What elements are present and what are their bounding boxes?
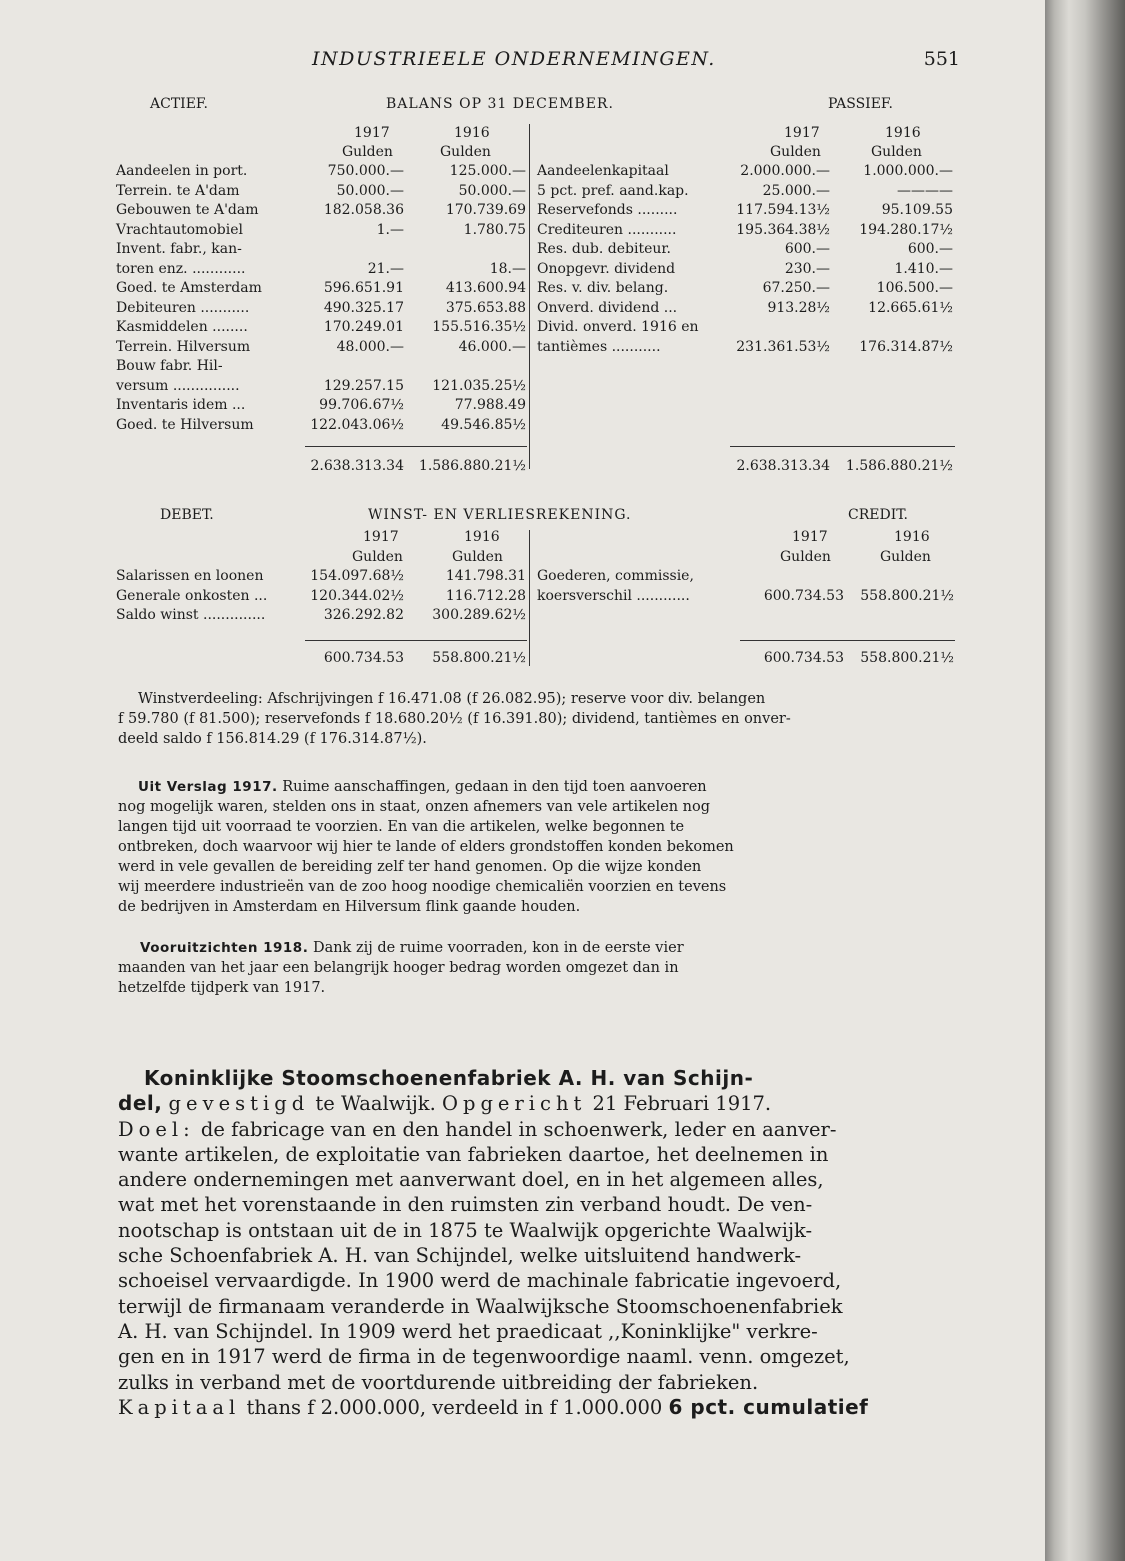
row-value-1916: 155.516.35½ [432,319,526,335]
row-value-1917: 1.— [376,221,404,238]
row-label: Reservefonds ......... [537,202,678,218]
row-value-1916: 50.000.— [458,182,526,199]
row-value-1917: 750.000.— [327,163,404,179]
text-line: zulks in verband met de voortdurende uitbreiding der fabrieken. [118,1370,759,1394]
row-label: toren enz. ............ [116,260,246,277]
text-line: nog mogelijk waren, stelden ons in staat, onzen afnemers van vele artikelen nog [118,799,710,815]
credit-label: CREDIT. [848,507,908,523]
row-value-1917: 25.000.— [762,182,830,199]
row-label: Saldo winst .............. [116,607,266,623]
row-value-1917: 231.361.53½ [736,338,830,355]
text-line: langen tijd uit voorraad te voorzien. En van die artikelen, welke begonnen te [118,819,685,835]
gevestigd-label: gevestigd [168,1092,310,1116]
vooruitzichten-paragraph [118,938,684,998]
running-title: INDUSTRIEELE ONDERNEMINGEN. [312,48,716,70]
row-label: Terrein. te A'dam [116,182,240,199]
row-label: versum ............... [116,377,240,394]
row-value-1916: ———— [897,182,953,199]
text-line: 21 Februari 1917. [586,1092,772,1116]
row-label: Onverd. dividend ... [537,299,678,316]
row-value-1916: 95.109.55 [881,202,953,218]
row-value-1916: 116.712.28 [445,587,526,604]
row-value-1917: 182.058.36 [323,202,404,218]
col-unit: Gulden [880,549,931,565]
row-value-1916: 1.000.000.— [863,163,953,179]
cumulatief-text: 6 pct. cumulatief [668,1394,869,1419]
winst-title: WINST- EN VERLIESREKENING. [368,507,632,523]
row-label: Generale onkosten ... [116,587,268,604]
debet-label: DEBET. [160,507,214,523]
col-unit: Gulden [770,144,821,160]
row-label: Crediteuren ........... [537,221,677,238]
row-value-1917: 490.325.17 [323,299,404,316]
row-label: Vrachtautomobiel [116,221,243,238]
row-label: Goederen, commissie, [537,568,694,584]
text-line: Dank zij de ruime voorraden, kon in de eerste vier [308,940,684,956]
row-label: Kasmiddelen ........ [116,319,248,335]
actief-total-1916: 1.586.880.21½ [418,458,526,474]
col-year-1917: 1917 [363,529,399,545]
row-value-1916: 121.035.25½ [432,377,526,394]
row-label: Divid. onverd. 1916 en [537,319,699,335]
text-line: andere ondernemingen met aanverwant doel, en in het algemeen alles, [118,1168,824,1192]
row-value-1916: 106.500.— [876,280,953,296]
winstverdeeling-paragraph [118,689,791,749]
col-year-1917: 1917 [784,125,820,141]
text-line: f 59.780 (f 81.500); reservefonds f 18.680.20½ (f 16.391.80); dividend, tantièmes en onver- [118,711,791,727]
company-entry [118,1066,948,1420]
row-label: Bouw fabr. Hil- [116,358,223,374]
row-label: Gebouwen te A'dam [116,202,259,218]
actief-label: ACTIEF. [150,96,208,112]
row-label: koersverschil ............ [537,587,690,604]
company-name: Koninklijke Stoomschoenenfabriek A. H. van Schijn- [144,1066,754,1090]
winst-rule-left [305,640,527,641]
row-value-1917: 600.— [784,241,830,257]
text-line: hetzelfde tijdperk van 1917. [118,980,326,996]
row-label: Terrein. Hilversum [116,338,251,355]
text-line: Ruime aanschaffingen, gedaan in den tijd toen aanvoeren [277,779,707,795]
text-line: wij meerdere industrieën van de zoo hoog noodige chemicaliën voorzien en tevens [118,879,727,895]
row-value-1917: 154.097.68½ [310,568,404,584]
book-page-edge [1045,0,1125,1561]
text-line: terwijl de firmanaam veranderde in Waalwijksche Stoomschoenenfabriek [118,1294,843,1318]
row-value-1917: 596.651.91 [323,280,404,296]
passief-label: PASSIEF. [828,96,893,112]
col-unit: Gulden [871,144,922,160]
verslag-paragraph [118,777,734,917]
col-unit: Gulden [780,549,831,565]
row-value-1916: 12.665.61½ [868,299,953,316]
credit-total-1916: 558.800.21½ [860,650,954,666]
row-value-1917: 48.000.— [336,338,404,355]
row-label: Aandeelenkapitaal [537,163,669,179]
col-year-1916: 1916 [894,529,930,545]
row-label: Salarissen en loonen [116,568,264,584]
row-value-1917: 50.000.— [336,182,404,199]
row-value-1916: 49.546.85½ [441,416,526,433]
text-line: A. H. van Schijndel. In 1909 werd het praedicaat ,,Koninklijke" verkre- [118,1319,818,1343]
row-value-1916: 600.— [907,241,953,257]
row-label: Aandeelen in port. [116,163,248,179]
row-value-1916: 176.314.87½ [859,338,953,355]
row-value-1917: 600.734.53 [763,587,844,604]
row-value-1916: 413.600.94 [445,280,526,296]
row-label: 5 pct. pref. aand.kap. [537,182,689,199]
row-value-1917: 21.— [367,260,404,277]
row-label: tantièmes ........... [537,338,661,355]
winst-rule-right [740,640,955,641]
col-unit: Gulden [342,144,393,160]
text-line: schoeisel vervaardigde. In 1900 werd de machinale fabricatie ingevoerd, [118,1269,842,1293]
row-value-1916: 125.000.— [449,163,526,179]
actief-total-1917: 2.638.313.34 [310,458,404,474]
row-value-1916: 375.653.88 [445,299,526,316]
company-name-end: del, [118,1091,163,1116]
text-line: werd in vele gevallen de bereiding zelf ter hand genomen. Op die wijze konden [118,859,702,875]
debet-total-1916: 558.800.21½ [432,650,526,666]
row-label: Goed. te Amsterdam [116,280,262,296]
row-value-1917: 67.250.— [762,280,830,296]
text-line: gen en in 1917 werd de firma in de tegenwoordige naaml. venn. omgezet, [118,1345,850,1369]
row-label: Res. dub. debiteur. [537,241,671,257]
passief-total-1916: 1.586.880.21½ [845,458,953,474]
row-label: Res. v. div. belang. [537,280,669,296]
row-value-1917: 120.344.02½ [310,587,404,604]
col-year-1917: 1917 [792,529,828,545]
verslag-heading: Uit Verslag 1917. [138,779,278,795]
row-value-1916: 18.— [489,260,526,277]
debet-total-1917: 600.734.53 [323,650,404,666]
row-value-1916: 1.780.75 [463,221,526,238]
text-line: maanden van het jaar een belangrijk hooger bedrag worden omgezet dan in [118,960,679,976]
col-year-1917: 1917 [354,125,390,141]
row-label: Goed. te Hilversum [116,416,254,433]
row-value-1916: 300.289.62½ [432,607,526,623]
row-label: Invent. fabr., kan- [116,241,242,257]
vooruitzichten-heading: Vooruitzichten 1918. [140,940,309,956]
passief-total-1917: 2.638.313.34 [736,458,830,474]
text-line: nootschap is ontstaan uit de in 1875 te Waalwijk opgerichte Waalwijk- [118,1218,813,1242]
row-value-1916: 46.000.— [458,338,526,355]
credit-total-1917: 600.734.53 [763,650,844,666]
row-value-1917: 117.594.13½ [736,202,830,218]
text-line: sche Schoenfabriek A. H. van Schijndel, welke uitsluitend handwerk- [118,1244,802,1268]
text-line: thans f 2.000.000, verdeeld in f 1.000.000 [240,1395,669,1419]
opgericht-label: Opgericht [441,1092,587,1116]
col-year-1916: 1916 [885,125,921,141]
row-value-1917: 129.257.15 [323,377,404,394]
row-value-1917: 230.— [784,260,830,277]
row-value-1917: 170.249.01 [323,319,404,335]
row-value-1917: 195.364.38½ [736,221,830,238]
text-line: de bedrijven in Amsterdam en Hilversum flink gaande houden. [118,899,581,915]
row-label: Debiteuren ........... [116,299,250,316]
row-value-1917: 326.292.82 [323,607,404,623]
text-line: de fabricage van en den handel in schoenwerk, leder en aanver- [194,1117,837,1141]
row-value-1917: 122.043.06½ [310,416,404,433]
kapitaal-label: Kapitaal [118,1395,241,1419]
col-year-1916: 1916 [454,125,490,141]
row-value-1917: 2.000.000.— [740,163,830,179]
text-line: te Waalwijk. [309,1092,442,1116]
row-value-1917: 99.706.67½ [319,397,404,413]
winst-table [0,0,1045,680]
text-line: Winstverdeeling: Afschrijvingen f 16.471.08 (f 26.082.95); reserve voor div. belangen [138,691,766,707]
row-label: Inventaris idem ... [116,397,246,413]
text-line: wat met het vorenstaande in den ruimsten zin verband houdt. De ven- [118,1193,813,1217]
text-line: deeld saldo f 156.814.29 (f 176.314.87½). [118,731,427,747]
row-value-1917: 913.28½ [767,299,830,316]
col-unit: Gulden [440,144,491,160]
row-value-1916: 77.988.49 [454,397,526,413]
row-value-1916: 141.798.31 [445,568,526,584]
winst-divider [529,530,530,666]
row-value-1916: 1.410.— [894,260,953,277]
row-label: Onopgevr. dividend [537,260,676,277]
col-unit: Gulden [452,549,503,565]
row-value-1916: 558.800.21½ [860,587,954,604]
col-unit: Gulden [352,549,403,565]
balans-title: BALANS OP 31 DECEMBER. [386,96,614,112]
col-year-1916: 1916 [464,529,500,545]
row-value-1916: 194.280.17½ [859,221,953,238]
text-line: ontbreken, doch waarvoor wij hier te lande of elders grondstoffen konden bekomen [118,839,734,855]
page-number: 551 [923,48,960,70]
doel-label: Doel: [118,1117,195,1141]
text-line: wante artikelen, de exploitatie van fabrieken daartoe, het deelnemen in [118,1142,829,1166]
row-value-1916: 170.739.69 [445,202,526,218]
